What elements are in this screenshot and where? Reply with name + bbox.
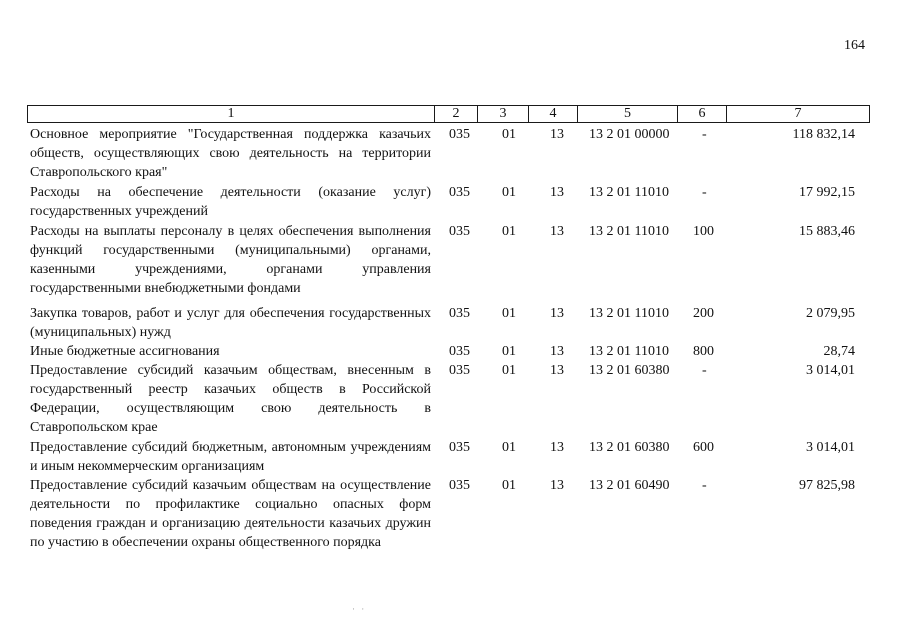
row-col-5: 13 2 01 00000: [589, 127, 670, 142]
row-col-6: 100: [693, 224, 714, 239]
row-col-4: 13: [550, 344, 564, 359]
row-description: Предоставление субсидий казачьим обществам на осуществление деятельности по профилактике социально опасных форм поведения граждан и организацию деятельности казачьих дружин по участию в обеспечении охраны общественного порядка: [30, 478, 431, 550]
row-col-2: 035: [449, 344, 470, 359]
row-col-3: 01: [502, 344, 516, 359]
row-description: Расходы на обеспечение деятельности (оказание услуг) государственных учреждений: [30, 185, 431, 219]
column-header-4: 4: [529, 106, 578, 123]
row-col-3: 01: [502, 306, 516, 321]
row-col-5: 13 2 01 11010: [589, 185, 669, 200]
row-col-3: 01: [502, 478, 516, 493]
row-col-5: 13 2 01 60490: [589, 478, 670, 493]
row-col-7: 97 825,98: [799, 478, 855, 493]
row-col-6: 600: [693, 440, 714, 455]
row-description: Закупка товаров, работ и услуг для обеспечения государственных (муниципальных) нужд: [30, 306, 431, 340]
row-col-2: 035: [449, 127, 470, 142]
row-col-5: 13 2 01 11010: [589, 344, 669, 359]
row-description: Иные бюджетные ассигнования: [30, 344, 220, 359]
scan-artifact: · ·: [352, 604, 367, 614]
column-header-1: 1: [28, 106, 435, 123]
page-number: 164: [844, 38, 865, 53]
row-col-5: 13 2 01 11010: [589, 306, 669, 321]
row-col-7: 2 079,95: [806, 306, 855, 321]
row-col-6: 800: [693, 344, 714, 359]
column-header-row: [28, 106, 870, 123]
column-header-3: 3: [478, 106, 529, 123]
column-header-7: 7: [727, 106, 870, 123]
row-col-6: -: [702, 478, 707, 493]
column-header-5: 5: [578, 106, 678, 123]
row-col-2: 035: [449, 440, 470, 455]
row-description: Основное мероприятие "Государственная поддержка казачьих обществ, осуществляющих свою деятельность на территории Ставропольского края": [30, 127, 431, 180]
row-col-4: 13: [550, 127, 564, 142]
row-col-3: 01: [502, 363, 516, 378]
row-col-2: 035: [449, 478, 470, 493]
row-col-2: 035: [449, 185, 470, 200]
row-col-7: 28,74: [823, 344, 855, 359]
row-col-3: 01: [502, 440, 516, 455]
row-col-2: 035: [449, 363, 470, 378]
row-col-3: 01: [502, 224, 516, 239]
column-header-2: 2: [435, 106, 478, 123]
row-col-7: 17 992,15: [799, 185, 855, 200]
row-description: Предоставление субсидий бюджетным, автономным учреждениям и иным некоммерческим организациям: [30, 440, 431, 474]
row-col-7: 15 883,46: [799, 224, 855, 239]
row-col-6: -: [702, 363, 707, 378]
row-col-4: 13: [550, 185, 564, 200]
row-col-2: 035: [449, 224, 470, 239]
row-col-3: 01: [502, 127, 516, 142]
row-col-3: 01: [502, 185, 516, 200]
row-col-5: 13 2 01 11010: [589, 224, 669, 239]
row-col-7: 3 014,01: [806, 363, 855, 378]
row-col-7: 118 832,14: [792, 127, 855, 142]
row-col-7: 3 014,01: [806, 440, 855, 455]
row-col-4: 13: [550, 440, 564, 455]
column-header-table: [27, 105, 870, 123]
row-col-4: 13: [550, 306, 564, 321]
row-col-5: 13 2 01 60380: [589, 440, 670, 455]
row-description: Расходы на выплаты персоналу в целях обеспечения выполнения функций государственными (муниципальными) органами, казенными учреждениями, органами управления государственными внебюджетными фондами: [30, 224, 431, 296]
row-col-4: 13: [550, 224, 564, 239]
row-col-6: -: [702, 127, 707, 142]
row-col-4: 13: [550, 478, 564, 493]
row-description: Предоставление субсидий казачьим обществам, внесенным в государственный реестр казачьих обществ в Российской Федерации, осуществляющим свою деятельность в Ставропольском крае: [30, 363, 431, 435]
row-col-6: -: [702, 185, 707, 200]
column-header-6: 6: [678, 106, 727, 123]
row-col-5: 13 2 01 60380: [589, 363, 670, 378]
row-col-2: 035: [449, 306, 470, 321]
row-col-4: 13: [550, 363, 564, 378]
row-col-6: 200: [693, 306, 714, 321]
